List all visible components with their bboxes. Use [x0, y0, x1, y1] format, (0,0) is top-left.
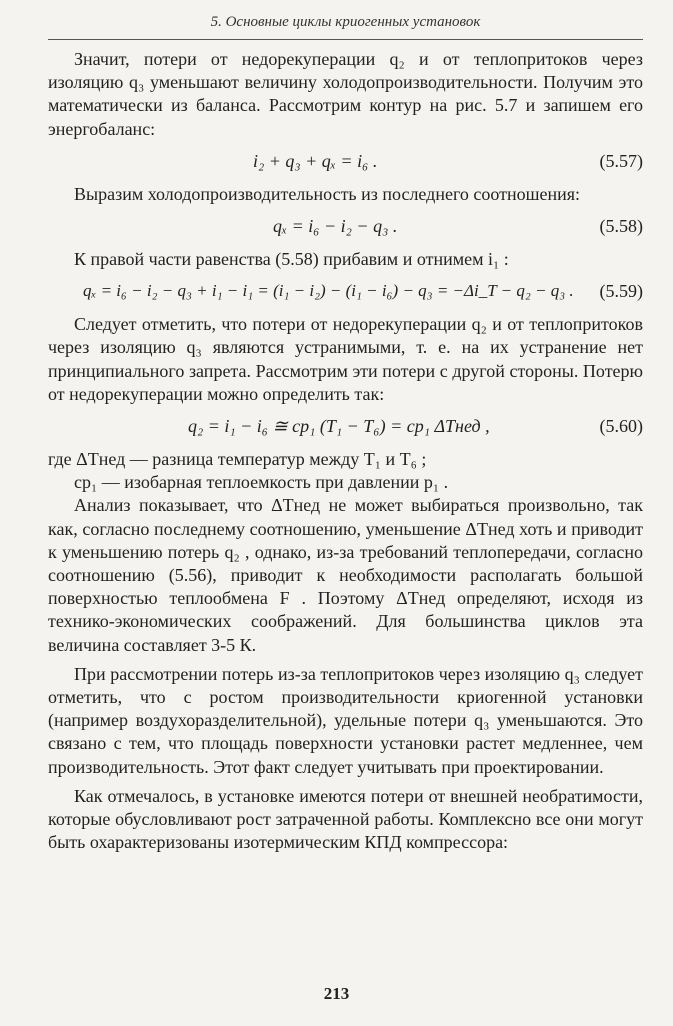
equation-5-59 — [48, 271, 643, 313]
equation-number: (5.60) — [599, 416, 643, 437]
paragraph-3: К правой части равенства (5.58) прибавим и отнимем i₁ : — [74, 249, 509, 270]
header-rule — [48, 39, 643, 40]
paragraph-6: При рассмотрении потерь из-за теплопритоков через изоляцию q₃ следует отметить, что с ростом производительности криогенной установки (например воздухоразделительной), удельные потери q₃ уменьшаются. Это связано с тем, что площадь поверхности установки растет медленнее, чем производительность. Этот факт следует учитывать при проектировании. — [48, 663, 643, 777]
page-number: 213 — [323, 984, 350, 1003]
equation-formula: qₓ = i₆ − i₂ − q₃ + i₁ − i₁ = (i₁ − i₂) − (i₁ − i₆) − q₃ = −Δi_T − q₂ − q₃ . — [83, 281, 574, 301]
equation-5-58 — [48, 206, 643, 248]
running-header: 5. Основные циклы криогенных установок — [210, 14, 481, 30]
definition-delta-t: где ΔTнед — разница температур между T₁ и T₆ ; — [48, 449, 427, 470]
definition-cp: cp₁ — изобарная теплоемкость при давлении p₁ . — [74, 472, 449, 493]
equation-number: (5.57) — [599, 150, 643, 171]
paragraph-2: Выразим холодопроизводительность из последнего соотношения: — [74, 183, 581, 204]
paragraph-1: Значит, потери от недорекуперации q₂ и от теплопритоков через изоляцию q₃ уменьшают величину холодопроизводительности. Получим это математически из баланса. Рассмотрим контур на рис. 5.7 и запишем его энергобаланс: — [48, 49, 643, 139]
paragraph-5: Анализ показывает, что ΔTнед не может выбираться произвольно, так как, согласно последнему соотношению, уменьшение ΔTнед хоть и приводит к уменьшению потерь q₂ , однако, из-за требований теплопередачи, согласно соотношению (5.56), приводит к необходимости располагать большой поверхностью теплообмена F . Поэтому ΔTнед определяют, исходя из технико-экономических соображений. Для большинства циклов эта величина составляет 3-5 К. — [48, 495, 643, 655]
definitions — [48, 448, 643, 494]
paragraph-4: Следует отметить, что потери от недорекуперации q₂ и от теплопритоков через изоляцию q₃ являются устранимыми, т. е. на их устранение нет принципиального запрета. Рассмотрим эти потери с другой стороны. Потерю от недорекуперации можно определить так: — [48, 314, 643, 404]
equation-formula: qₓ = i₆ − i₂ − q₃ . — [273, 216, 398, 237]
equation-formula: q₂ = i₁ − i₆ ≅ cp₁ (T₁ − T₆) = cp₁ ΔTнед , — [188, 416, 490, 437]
paragraph-7: Как отмечалось, в установке имеются потери от внешней необратимости, которые обусловливают рост затраченной работы. Комплексно все они могут быть охарактеризованы изотермическим КПД компрессора: — [48, 785, 643, 853]
equation-formula: i₂ + q₃ + qₓ = i₆ . — [253, 150, 378, 171]
equation-number: (5.58) — [599, 216, 643, 237]
equation-5-60 — [48, 406, 643, 448]
page-content — [48, 48, 643, 854]
equation-number: (5.59) — [599, 281, 643, 302]
equation-5-57 — [48, 141, 643, 183]
